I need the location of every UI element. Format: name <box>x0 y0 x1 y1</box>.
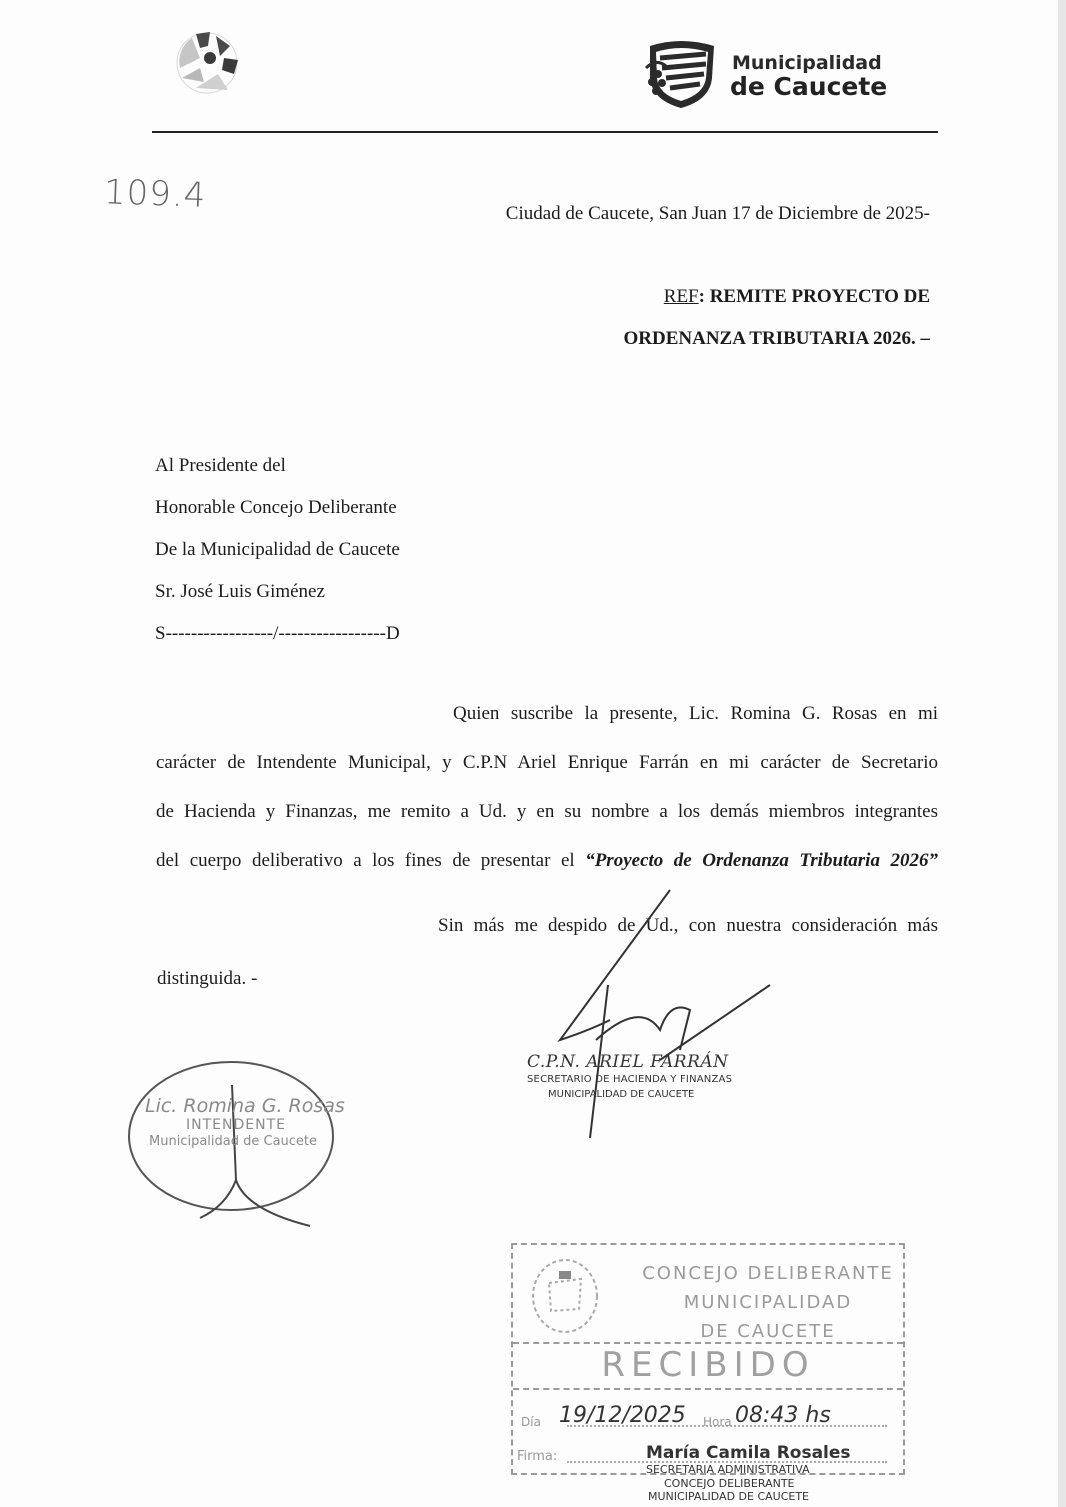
addressee-line: S-----------------/-----------------D <box>155 623 400 644</box>
header-divider <box>152 131 938 133</box>
reference-line2: ORDENANZA TRIBUTARIA 2026. – <box>623 328 930 349</box>
date-line: Ciudad de Caucete, San Juan 17 de Diciembre de 2025- <box>505 203 930 224</box>
received-stamp-header <box>633 1259 903 1346</box>
received-header-line: CONCEJO DELIBERANTE <box>642 1263 894 1284</box>
stamp-name: Lic. Romina G. Rosas <box>145 1095 345 1117</box>
addressee-line: Honorable Concejo Deliberante <box>155 497 397 518</box>
emblem-logo-icon <box>170 28 244 98</box>
received-hour-value: 08:43 hs <box>735 1403 831 1428</box>
org-name-line1: Municipalidad <box>732 52 882 74</box>
signature-title: SECRETARIO DE HACIENDA Y FINANZAS <box>527 1074 733 1085</box>
body-line <box>156 850 938 872</box>
received-header-line: MUNICIPALIDAD <box>683 1292 853 1313</box>
body-line: carácter de Intendente Municipal, y C.P.N Ariel Enrique Farrán en mi carácter de Secretario <box>156 752 938 773</box>
handwritten-annotation: 109.4 <box>103 172 208 216</box>
receiver-org: MUNICIPALIDAD DE CAUCETE <box>648 1490 810 1503</box>
received-hour-label: Hora <box>703 1415 732 1429</box>
signature-name: C.P.N. ARIEL FARRÁN <box>527 1052 729 1072</box>
reference-line1 <box>664 286 930 308</box>
body-line4-prefix: del cuerpo deliberativo a los fines de presentar el <box>156 850 586 871</box>
body-line: de Hacienda y Finanzas, me remito a Ud. y en su nombre a los demás miembros integrantes <box>156 801 938 822</box>
addressee-line: De la Municipalidad de Caucete <box>155 539 400 560</box>
received-day-value: 19/12/2025 <box>559 1403 686 1428</box>
addressee-line: Al Presidente del <box>155 455 286 476</box>
stamp-divider <box>513 1342 903 1344</box>
receiver-title: SECRETARIA ADMINISTRATIVA <box>646 1463 810 1476</box>
stamp-org: Municipalidad de Caucete <box>149 1134 318 1149</box>
shield-grapes-icon <box>640 38 722 110</box>
closing-line: Sin más me despido de Ud., con nuestra consideración más <box>438 915 938 936</box>
body-line: Quien suscribe la presente, Lic. Romina G. Rosas en mi <box>453 703 938 724</box>
municipality-logo <box>640 38 890 110</box>
received-stamp <box>511 1243 905 1475</box>
stamp-divider <box>513 1388 903 1390</box>
reference-line1-text: : REMITE PROYECTO DE <box>698 286 930 307</box>
org-name-line2: de Caucete <box>730 72 888 101</box>
signature-org: MUNICIPALIDAD DE CAUCETE <box>548 1089 695 1100</box>
page-edge <box>1058 0 1066 1507</box>
body-line4-emphasis: “Proyecto de Ordenanza Tributaria 2026” <box>585 850 938 871</box>
receiver-org: CONCEJO DELIBERANTE <box>664 1477 795 1490</box>
received-signature-label: Firma: <box>517 1449 558 1464</box>
council-emblem-icon <box>529 1257 601 1335</box>
reference-label: REF <box>663 286 699 307</box>
stamp-title: INTENDENTE <box>186 1117 286 1133</box>
addressee-line: Sr. José Luis Giménez <box>155 581 325 602</box>
receiver-name: María Camila Rosales <box>646 1443 851 1463</box>
closing-line: distinguida. - <box>157 968 258 989</box>
received-day-label: Día <box>521 1415 541 1429</box>
received-title: RECIBIDO <box>601 1345 815 1385</box>
received-header-line: DE CAUCETE <box>700 1321 836 1342</box>
